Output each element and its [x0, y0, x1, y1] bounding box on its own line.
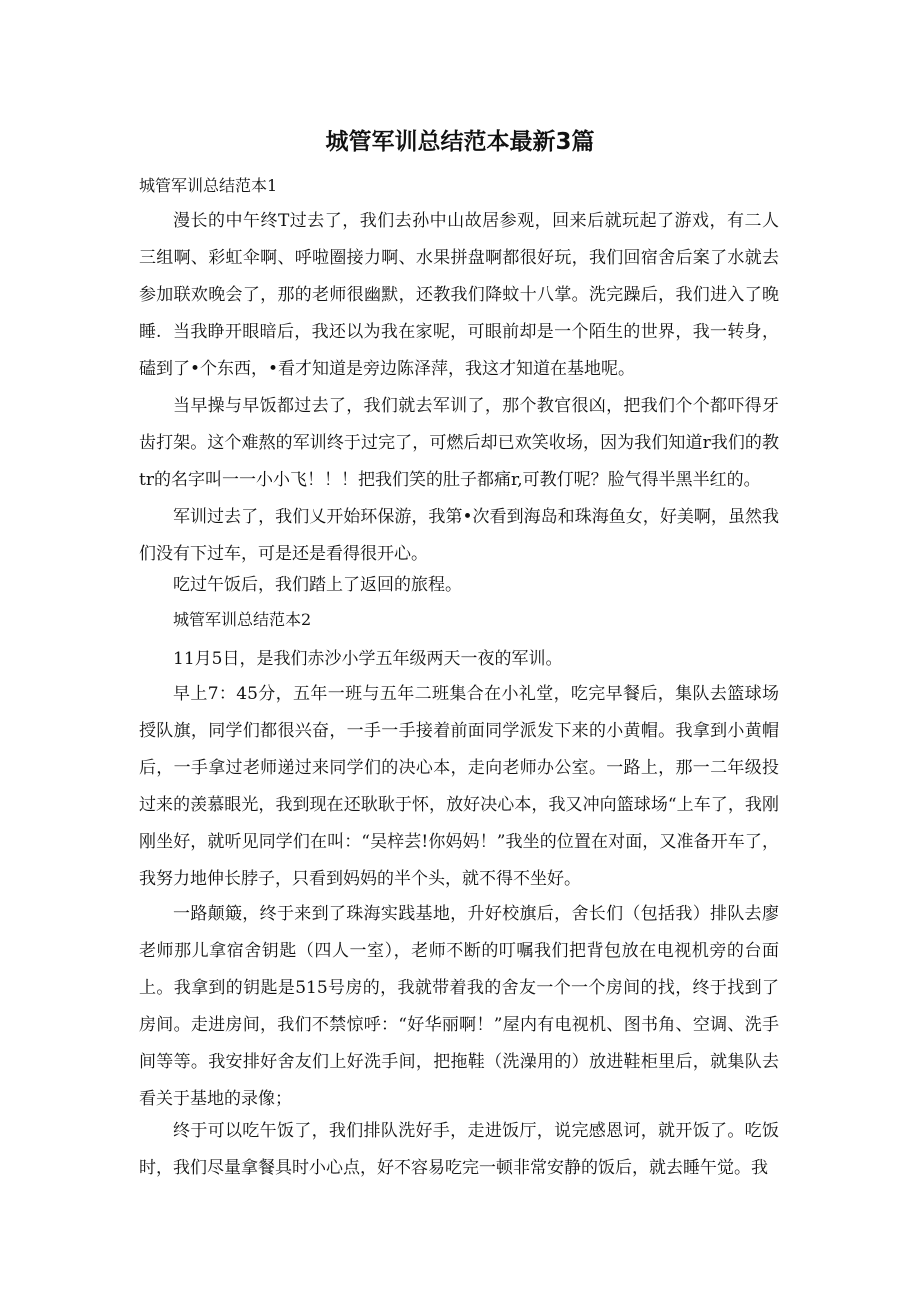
paragraph: 军训过去了，我们乂开始环保游，我第•次看到海岛和珠海鱼女，好美啊，虽然我们没有下过车，可是还是看得很开心。 — [139, 507, 779, 564]
paragraph: 吃过午饭后，我们踏上了返回的旅程。 — [173, 575, 462, 595]
section-heading-1: 城管军训总结范本1 — [139, 176, 278, 195]
section-heading-2: 城管军训总结范本2 — [173, 610, 312, 629]
paragraph: 终于可以吃午饭了，我们排队洗好手，走进饭厅，说完感恩诃，就开饭了。吃饭时，我们尽量拿餐具时小心点，好不容易吃完一顿非常安静的饭后，就去睡午觉。我 — [139, 1121, 779, 1178]
document-title: 城管军训总结范本最新3篇 — [325, 129, 595, 155]
paragraph: 当早操与早饭都过去了，我们就去军训了，那个教官很凶，把我们个个都吓得牙齿打架。这个难熬的军训终于过完了，可燃后却已欢笑收场，因为我们知道r我们的教tr的名字叫一一小小飞！！！把我们笑的肚子都痛r,可教仃呢？脸气得半黑半红的。 — [139, 396, 779, 490]
paragraph: 漫长的中午终T过去了，我们去孙中山故居参观，回来后就玩起了游戏，有二人三组啊、彩虹伞啊、呼啦圈接力啊、水果拼盘啊都很好玩，我们回宿舍后案了水就去参加联欢晚会了，那的老师很幽默，还教我们降蚊十八掌。洗完躁后，我们进入了晚睡. — [139, 211, 779, 342]
paragraph: 早上7：45分，五年一班与五年二班集合在小礼堂，吃完早餐后，集队去篮球场授队旗，同学们都很兴奋，一手一手接着前面同学派发下来的小黄帽。我拿到小黄帽后，一手拿过老师递过来同学们的决心本，走向老师办公室。一路上，那一二年级投过来的羡慕眼光，我到现在还耿耿于怀，放好决心本，我又冲向篮球场“上车了，我刚刚坐好，就听见同学们在叫：“吴梓芸!你妈妈！”我坐的位置在对面，又准备开车了，我努力地伸长脖子，只看到妈妈的半个头，就不得不坐好。 — [139, 684, 779, 889]
paragraph: 11月5日，是我们赤沙小学五年级两天一夜的军训。 — [173, 649, 563, 669]
paragraph: 一路颠簸，终于来到了珠海实践基地，升好校旗后，舍长们（包括我）排队去廖老师那儿拿宿舍钥匙（四人一室），老师不断的叮嘱我们把背包放在电视机旁的台面上。我拿到的钥匙是515号房的，我就带着我的舍友一个一个房间的找，终于找到了房间。走进房间，我们不禁惊呼：“好华丽啊！”屋内有电视机、图书角、空调、洗手间等等。我安排好舍友们上好洗手间，把拖鞋（洗澡用的）放进鞋柜里后，就集队去看关于基地的录像； — [139, 904, 779, 1109]
paragraph: 当我睁开眼暗后，我还以为我在家呢，可眼前却是一个陌生的世界，我一转身，磕到了•个东西，•看才知道是旁边陈泽萍，我这才知道在基地呢。 — [139, 322, 779, 379]
